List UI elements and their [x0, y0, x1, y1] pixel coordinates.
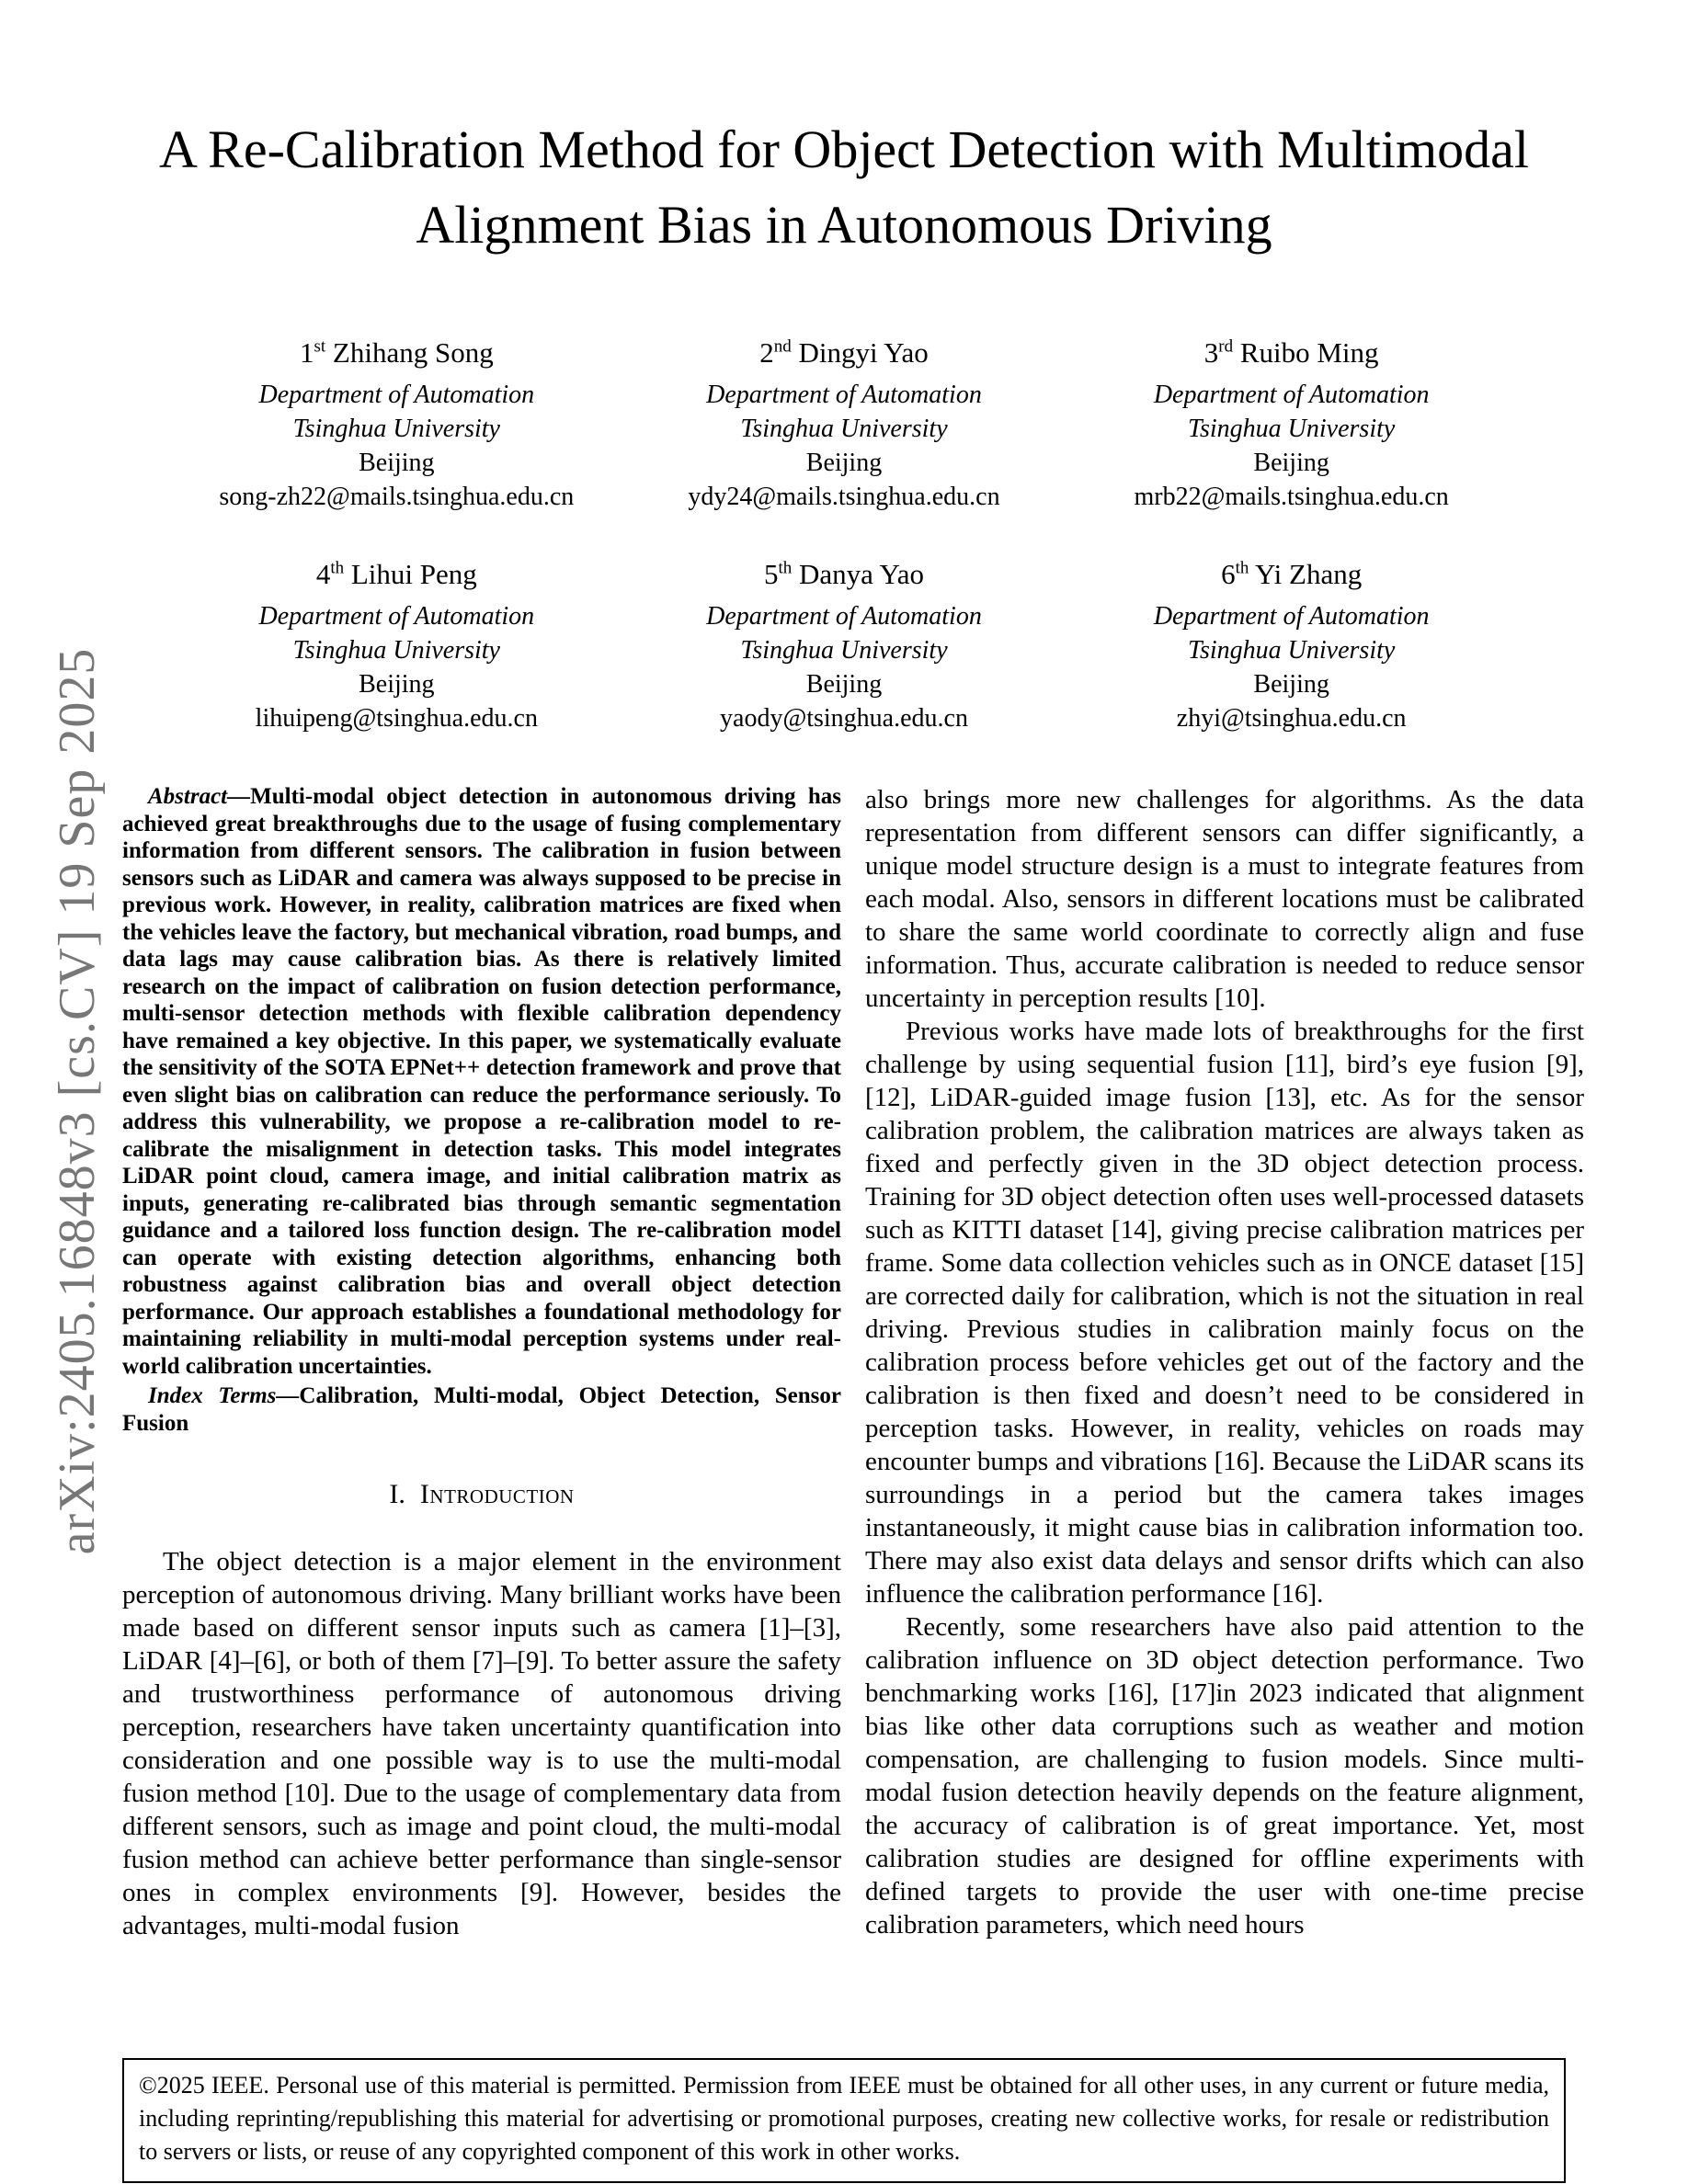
- author-university: Tsinghua University: [740, 636, 948, 665]
- author-fullname: Danya Yao: [798, 558, 925, 590]
- index-terms-text: Calibration, Multi-modal, Object Detection, Sensor Fusion: [122, 1383, 841, 1436]
- author-email: yaody@tsinghua.edu.cn: [720, 704, 968, 733]
- two-column-body: [122, 783, 1584, 1942]
- author-email: mrb22@mails.tsinghua.edu.cn: [1134, 483, 1449, 511]
- section-title: Introduction: [419, 1479, 575, 1509]
- section-heading-introduction: [122, 1479, 841, 1510]
- author-ordinal-suffix: rd: [1218, 336, 1234, 357]
- index-terms-paragraph: [122, 1382, 841, 1437]
- author-name: [621, 336, 1068, 370]
- abstract-label: Abstract—: [148, 784, 251, 809]
- author-ordinal: 4: [315, 558, 331, 590]
- author-name: [1067, 558, 1515, 591]
- intro-paragraph-1-continued: also brings more new challenges for algorithms. As the data representation from different sensors can differ significantly, a unique model structure design is a must to integrate features from each modal. Also, sensors in different locations must be calibrated to share the same world coordinate to correctly align and fuse information. Thus, accurate calibration is needed to reduce sensor uncertainty in perception results [10].: [865, 785, 1584, 1013]
- intro-paragraph-1-left: The object detection is a major element in the environment perception of autonomous driving. Many brilliant works have been made based on different sensor inputs such as camera [1]–[3], LiDAR [4]–[6], or both of them [7]–[9]. To better assure the safety and trustworthiness performance of autonomous driving perception, researchers have taken uncertainty quantification into consideration and one possible way is to use the multi-modal fusion method [10]. Due to the usage of complementary data from different sensors, such as image and point cloud, the multi-modal fusion method can achieve better performance than single-sensor ones in complex environments [9]. However, besides the advantages, multi-modal fusion: [122, 1547, 841, 1940]
- author-department: Department of Automation: [1153, 381, 1430, 409]
- author-department: Department of Automation: [706, 602, 982, 631]
- author-block-1: [173, 336, 621, 514]
- author-name: [1067, 336, 1515, 370]
- author-department: Department of Automation: [1153, 602, 1430, 631]
- intro-paragraph-3: Recently, some researchers have also paid attention to the calibration influence on 3D object detection performance. Two benchmarking works [16], [17]in 2023 indicated that alignment bias like other data corruptions such as weather and motion compensation, are challenging to fusion models. Since multi-modal fusion detection heavily depends on the feature alignment, the accuracy of calibration is of great importance. Yet, most calibration studies are designed for offline experiments with defined targets to provide the user with one-time precise calibration parameters, which need hours: [865, 1612, 1584, 1939]
- author-email: lihuipeng@tsinghua.edu.cn: [255, 704, 538, 733]
- ieee-copyright-notice: ©2025 IEEE. Personal use of this material is permitted. Permission from IEEE must be obtained for all other uses, in any current or future media, including reprinting/republishing this material for advertising or promotional purposes, creating new collective works, for resale or redistribution to servers or lists, or reuse of any copyrighted component of this work in other works.: [122, 2058, 1566, 2183]
- author-university: Tsinghua University: [1188, 636, 1396, 665]
- intro-paragraph-2: Previous works have made lots of breakthroughs for the first challenge by using sequential fusion [11], bird’s eye fusion [9], [12], LiDAR-guided image fusion [13], etc. As for the sensor calibration problem, the calibration matrices are always taken as fixed and perfectly given in the 3D object detection process. Training for 3D object detection often uses well-processed datasets such as KITTI dataset [14], giving precise calibration matrices per frame. Some data collection vehicles such as in ONCE dataset [15] are corrected daily for calibration, which is not the situation in real driving. Previous studies in calibration mainly focus on the calibration process before vehicles get out of the factory and the calibration is then fixed and doesn’t need to be considered in perception tasks. However, in reality, vehicles on roads may encounter bumps and vibrations [16]. Because the LiDAR scans its surroundings in a period but the camera takes images instantaneously, it might cause bias in calibration information too. There may also exist data delays and sensor drifts which can also influence the calibration performance [16].: [865, 1017, 1584, 1609]
- author-university: Tsinghua University: [292, 636, 500, 665]
- author-fullname: Yi Zhang: [1254, 558, 1363, 590]
- author-city: Beijing: [1253, 670, 1329, 699]
- author-city: Beijing: [359, 449, 435, 477]
- author-block-2: [621, 336, 1068, 514]
- author-block-5: [621, 558, 1068, 735]
- abstract-text: Multi-modal object detection in autonomous driving has achieved great breakthroughs due to the usage of fusing complementary information from different sensors. The calibration in fusion between sensors such as LiDAR and camera was always supposed to be precise in previous work. However, in reality, calibration matrices are fixed when the vehicles leave the factory, but mechanical vibration, road bumps, and data lags may cause calibration bias. As there is relatively limited research on the impact of calibration on fusion detection performance, multi-sensor detection methods with flexible calibration dependency have remained a key objective. In this paper, we systematically evaluate the sensitivity of the SOTA EPNet++ detection framework and prove that even slight bias on calibration can reduce the performance seriously. To address this vulnerability, we propose a re-calibration model to re-calibrate the misalignment in detection tasks. This model integrates LiDAR point cloud, camera image, and initial calibration matrix as inputs, generating re-calibrated bias through semantic segmentation guidance and a tailored loss function design. The re-calibration model can operate with existing detection algorithms, enhancing both robustness against calibration bias and overall object detection performance. Our approach establishes a foundational methodology for maintaining reliability in multi-modal perception systems under real-world calibration uncertainties.: [122, 784, 841, 1379]
- author-city: Beijing: [805, 670, 883, 699]
- section-number: I.: [389, 1479, 405, 1509]
- author-ordinal-suffix: th: [778, 558, 793, 578]
- author-fullname: Ruibo Ming: [1239, 336, 1379, 369]
- author-fullname: Dingyi Yao: [798, 336, 929, 369]
- abstract-paragraph: [122, 783, 841, 1380]
- author-ordinal: 2: [759, 336, 774, 369]
- author-department: Department of Automation: [258, 602, 535, 631]
- author-ordinal: 5: [763, 558, 779, 590]
- author-ordinal: 1: [299, 336, 314, 369]
- author-ordinal-suffix: st: [314, 336, 326, 357]
- author-email: ydy24@mails.tsinghua.edu.cn: [688, 483, 1000, 511]
- author-fullname: Lihui Peng: [350, 558, 477, 590]
- author-city: Beijing: [805, 449, 883, 477]
- author-block-4: [173, 558, 621, 735]
- author-name: [621, 558, 1068, 591]
- arxiv-watermark: arXiv:2405.16848v3 [cs.CV] 19 Sep 2025: [49, 647, 106, 1555]
- author-ordinal-suffix: th: [330, 558, 345, 578]
- index-terms-label: Index Terms—: [148, 1383, 300, 1408]
- author-city: Beijing: [1253, 449, 1329, 477]
- author-ordinal-suffix: th: [1235, 558, 1249, 578]
- author-department: Department of Automation: [258, 381, 535, 409]
- left-column: [122, 783, 841, 1942]
- right-column: [865, 783, 1584, 1942]
- author-university: Tsinghua University: [292, 415, 500, 443]
- author-email: song-zh22@mails.tsinghua.edu.cn: [219, 483, 575, 511]
- author-block-6: [1067, 558, 1515, 735]
- author-university: Tsinghua University: [1188, 415, 1396, 443]
- author-ordinal: 3: [1203, 336, 1219, 369]
- author-name: [173, 558, 621, 591]
- author-city: Beijing: [359, 670, 435, 699]
- author-email: zhyi@tsinghua.edu.cn: [1176, 704, 1407, 733]
- authors-grid: [173, 336, 1515, 735]
- author-ordinal: 6: [1221, 558, 1236, 590]
- author-department: Department of Automation: [706, 381, 982, 409]
- author-name: [173, 336, 621, 370]
- author-university: Tsinghua University: [740, 415, 948, 443]
- paper-title: A Re-Calibration Method for Object Detection with Multimodal Alignment Bias in Autonomous Driving: [159, 119, 1529, 256]
- author-ordinal-suffix: nd: [773, 336, 792, 357]
- author-block-3: [1067, 336, 1515, 514]
- author-fullname: Zhihang Song: [332, 336, 494, 369]
